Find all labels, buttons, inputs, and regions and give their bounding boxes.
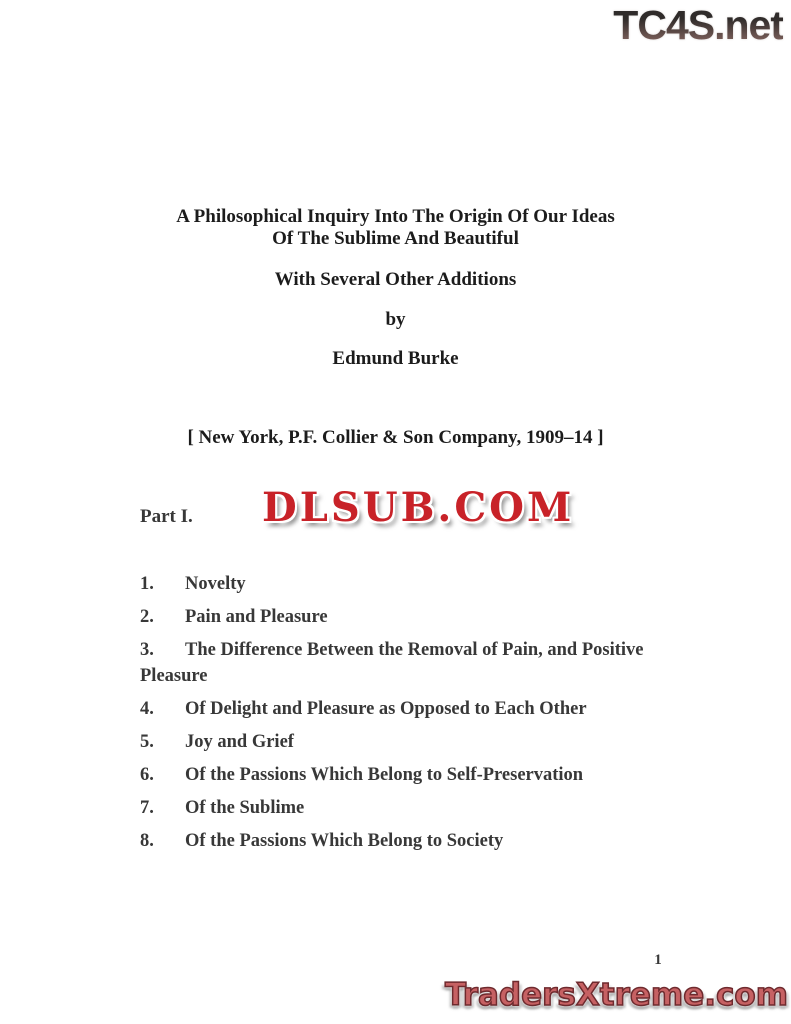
page-number: 1 <box>654 952 662 968</box>
toc-item <box>140 828 658 854</box>
toc-item <box>140 696 658 722</box>
table-of-contents <box>140 571 658 861</box>
toc-item <box>140 637 658 689</box>
toc-item-label: Novelty <box>185 574 246 594</box>
toc-item-number: 7. <box>140 798 154 818</box>
toc-item <box>140 729 658 755</box>
author-name: Edmund Burke <box>332 348 459 369</box>
tc4s-watermark-logo: TC4S.net <box>613 2 783 48</box>
toc-item-number: 5. <box>140 732 154 752</box>
toc-item-label: Of the Passions Which Belong to Self-Preservation <box>185 765 584 785</box>
toc-item-label: Pain and Pleasure <box>185 607 328 627</box>
toc-item-label: Of Delight and Pleasure as Opposed to Each Other <box>185 699 587 719</box>
toc-item <box>140 571 658 597</box>
toc-item-number: 8. <box>140 831 154 851</box>
toc-item-label: Of the Passions Which Belong to Society <box>185 831 504 851</box>
toc-item-label: Of the Sublime <box>185 798 305 818</box>
toc-item-number: 4. <box>140 699 154 719</box>
toc-item <box>140 795 658 821</box>
toc-item-label: The Difference Between the Removal of Pain, and Positive Pleasure <box>140 640 644 686</box>
dlsub-watermark-logo: DLSUB.COM <box>262 484 575 531</box>
toc-item-label: Joy and Grief <box>185 732 294 752</box>
toc-item-number: 6. <box>140 765 154 785</box>
book-title-line-2: Of The Sublime And Beautiful <box>272 228 519 249</box>
book-subtitle: With Several Other Additions <box>274 269 517 290</box>
tradersxtreme-watermark-logo: TradersXtreme.com <box>444 977 788 1013</box>
toc-item-number: 1. <box>140 574 154 594</box>
book-title <box>0 206 791 250</box>
toc-item-number: 2. <box>140 607 154 627</box>
part-heading: Part I. <box>140 506 193 527</box>
toc-item <box>140 762 658 788</box>
book-title-line-1: A Philosophical Inquiry Into The Origin Of Our Ideas <box>176 206 615 227</box>
toc-item-number: 3. <box>140 640 154 660</box>
publisher-imprint: [ New York, P.F. Collier & Son Company, 1909–14 ] <box>187 427 604 448</box>
byline: by <box>385 309 406 330</box>
toc-item <box>140 604 658 630</box>
